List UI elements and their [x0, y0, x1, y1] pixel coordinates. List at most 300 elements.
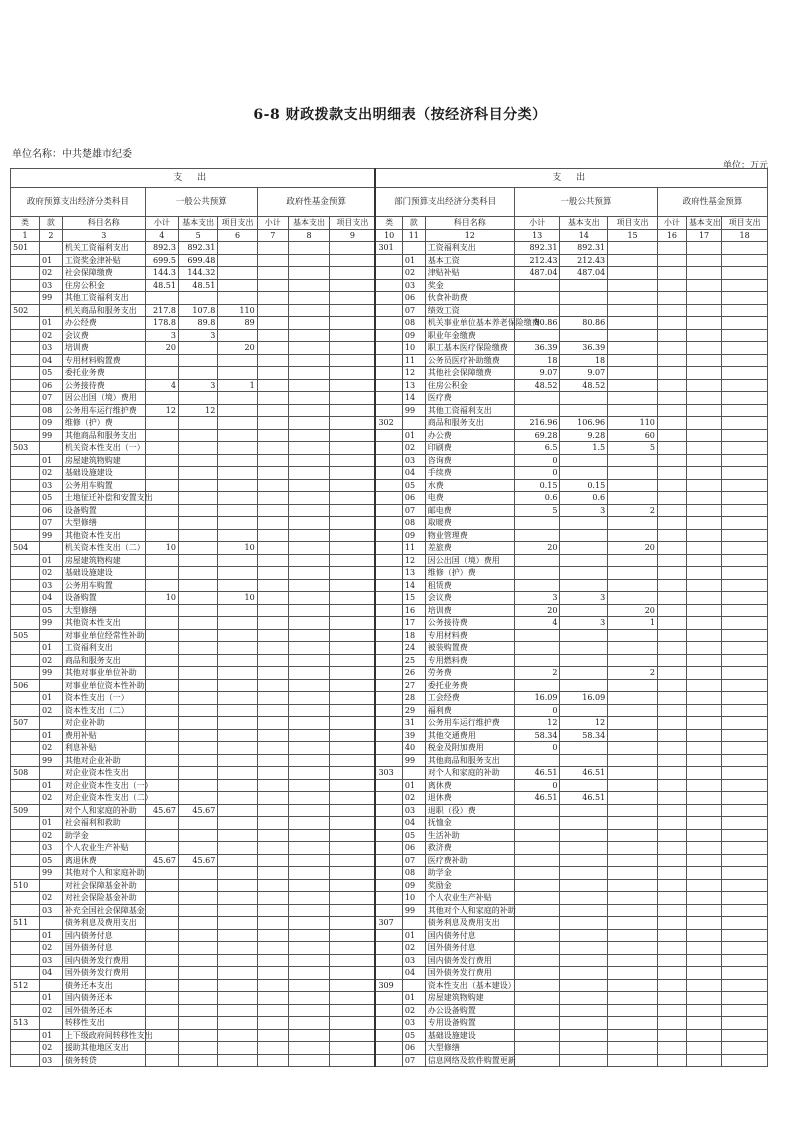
table-cell: 委托业务费 — [62, 367, 145, 380]
table-cell — [686, 492, 721, 505]
table-cell — [686, 454, 721, 467]
table-cell: 住房公积金 — [425, 379, 514, 392]
table-cell — [514, 979, 560, 992]
table-cell — [375, 729, 402, 742]
table-row — [11, 879, 768, 892]
table-cell — [375, 904, 402, 917]
table-cell — [375, 317, 402, 330]
table-cell — [514, 304, 560, 317]
table-cell — [560, 467, 608, 480]
table-row — [11, 617, 768, 630]
table-cell: 01 — [402, 779, 425, 792]
table-cell — [178, 992, 217, 1005]
table-cell — [560, 817, 608, 830]
table-row — [11, 692, 768, 705]
table-cell — [657, 667, 686, 680]
table-cell — [657, 454, 686, 467]
table-cell — [288, 1004, 329, 1017]
table-cell: 302 — [375, 417, 402, 430]
table-cell — [375, 1054, 402, 1067]
table-cell — [178, 354, 217, 367]
table-cell — [178, 967, 217, 980]
table-cell — [657, 904, 686, 917]
table-cell — [657, 592, 686, 605]
table-cell: 被装购置费 — [425, 642, 514, 655]
table-row — [11, 854, 768, 867]
table-cell — [330, 504, 376, 517]
table-cell — [218, 679, 257, 692]
table-cell — [722, 729, 768, 742]
table-cell — [375, 1042, 402, 1055]
table-cell — [722, 1054, 768, 1067]
table-cell — [178, 767, 217, 780]
table-cell — [178, 754, 217, 767]
table-cell: 对个人和家庭的补助 — [62, 804, 145, 817]
table-cell — [657, 854, 686, 867]
table-cell — [11, 492, 40, 505]
table-cell: 99 — [402, 904, 425, 917]
table-cell — [722, 554, 768, 567]
table-cell — [145, 529, 178, 542]
header-row-2 — [11, 188, 768, 217]
table-cell — [218, 767, 257, 780]
table-cell — [11, 1054, 40, 1067]
table-cell: 02 — [40, 567, 63, 580]
table-row — [11, 792, 768, 805]
table-cell — [608, 579, 658, 592]
table-cell — [11, 704, 40, 717]
table-cell — [218, 729, 257, 742]
table-cell — [145, 354, 178, 367]
table-cell — [608, 704, 658, 717]
table-cell — [288, 392, 329, 405]
table-cell: 4 — [514, 617, 560, 630]
table-cell — [608, 1054, 658, 1067]
table-cell — [608, 479, 658, 492]
table-cell — [657, 1054, 686, 1067]
table-cell — [560, 604, 608, 617]
table-cell: 18 — [402, 629, 425, 642]
table-cell — [330, 1042, 376, 1055]
table-cell — [178, 529, 217, 542]
table-cell: 13 — [402, 379, 425, 392]
table-cell: 02 — [40, 792, 63, 805]
table-cell — [402, 917, 425, 930]
right-class-header: 部门预算支出经济分类科目 — [375, 188, 514, 217]
table-cell: 02 — [40, 742, 63, 755]
table-cell — [218, 904, 257, 917]
table-row — [11, 642, 768, 655]
table-cell — [686, 429, 721, 442]
table-cell — [686, 742, 721, 755]
table-cell — [330, 1017, 376, 1030]
table-cell — [686, 442, 721, 455]
table-cell — [657, 929, 686, 942]
table-cell: 16.09 — [560, 692, 608, 705]
table-cell: 01 — [40, 454, 63, 467]
table-cell — [257, 654, 288, 667]
table-cell — [375, 817, 402, 830]
table-cell — [178, 367, 217, 380]
table-row — [11, 954, 768, 967]
table-cell: 45.67 — [178, 854, 217, 867]
table-cell — [257, 692, 288, 705]
table-cell: 0 — [514, 467, 560, 480]
table-cell — [145, 667, 178, 680]
table-cell — [288, 379, 329, 392]
table-cell — [686, 329, 721, 342]
table-cell — [608, 454, 658, 467]
table-cell: 08 — [402, 317, 425, 330]
table-cell: 307 — [375, 917, 402, 930]
table-cell: 其他对个人和家庭的补助 — [425, 904, 514, 917]
table-cell: 助学金 — [425, 867, 514, 880]
table-cell — [218, 367, 257, 380]
table-cell — [330, 829, 376, 842]
table-cell: 0.6 — [514, 492, 560, 505]
table-cell — [330, 792, 376, 805]
table-cell — [218, 1004, 257, 1017]
table-cell — [40, 767, 63, 780]
table-cell — [330, 467, 376, 480]
table-cell — [722, 692, 768, 705]
table-cell: 3 — [178, 329, 217, 342]
table-cell — [722, 917, 768, 930]
table-cell: 18 — [514, 354, 560, 367]
table-cell: 0 — [514, 704, 560, 717]
table-cell — [288, 942, 329, 955]
table-cell — [178, 829, 217, 842]
table-cell: 02 — [402, 1004, 425, 1017]
table-cell — [218, 529, 257, 542]
table-cell: 28 — [402, 692, 425, 705]
table-row — [11, 492, 768, 505]
table-cell — [686, 392, 721, 405]
table-cell — [288, 417, 329, 430]
table-cell — [657, 679, 686, 692]
table-cell: 80.86 — [560, 317, 608, 330]
table-cell — [218, 267, 257, 280]
table-cell — [560, 517, 608, 530]
table-cell — [608, 904, 658, 917]
table-cell — [608, 742, 658, 755]
table-cell: 伙食补助费 — [425, 292, 514, 305]
table-cell — [145, 942, 178, 955]
table-row — [11, 992, 768, 1005]
table-cell — [40, 679, 63, 692]
table-cell: 03 — [40, 279, 63, 292]
table-cell: 房屋建筑物购建 — [425, 992, 514, 1005]
table-cell — [330, 242, 376, 255]
table-cell — [257, 604, 288, 617]
table-cell — [257, 804, 288, 817]
table-cell — [257, 979, 288, 992]
table-cell — [608, 1029, 658, 1042]
table-cell: 大型修缮 — [425, 1042, 514, 1055]
table-cell — [330, 729, 376, 742]
table-cell: 生活补助 — [425, 829, 514, 842]
table-cell — [178, 654, 217, 667]
table-cell — [330, 879, 376, 892]
expense-header-left: 支 出 — [11, 169, 376, 188]
table-cell: 02 — [40, 267, 63, 280]
column-number: 14 — [560, 229, 608, 242]
table-cell — [288, 742, 329, 755]
table-cell — [514, 629, 560, 642]
table-cell — [686, 542, 721, 555]
table-cell — [608, 554, 658, 567]
table-cell — [657, 492, 686, 505]
table-cell — [330, 917, 376, 930]
table-cell — [686, 692, 721, 705]
table-cell — [375, 429, 402, 442]
table-cell — [686, 629, 721, 642]
table-cell — [330, 554, 376, 567]
table-row — [11, 517, 768, 530]
table-cell — [288, 854, 329, 867]
table-cell — [257, 392, 288, 405]
table-cell — [608, 567, 658, 580]
table-cell: 31 — [402, 717, 425, 730]
table-cell — [288, 604, 329, 617]
table-cell — [657, 654, 686, 667]
header-row-1 — [11, 169, 768, 188]
table-cell — [657, 779, 686, 792]
table-cell: 07 — [40, 392, 63, 405]
table-cell — [145, 479, 178, 492]
table-cell — [257, 292, 288, 305]
table-row — [11, 654, 768, 667]
table-cell — [657, 829, 686, 842]
table-cell — [330, 392, 376, 405]
table-cell — [722, 417, 768, 430]
column-number: 13 — [514, 229, 560, 242]
table-cell — [257, 854, 288, 867]
table-cell — [657, 704, 686, 717]
table-cell — [722, 804, 768, 817]
column-number: 8 — [288, 229, 329, 242]
table-cell: 公务接待费 — [62, 379, 145, 392]
table-cell — [375, 542, 402, 555]
table-cell — [288, 442, 329, 455]
table-cell: 01 — [40, 254, 63, 267]
table-cell — [608, 929, 658, 942]
table-cell — [178, 554, 217, 567]
table-cell — [257, 304, 288, 317]
table-cell — [330, 642, 376, 655]
table-cell — [288, 929, 329, 942]
table-row — [11, 929, 768, 942]
table-cell — [375, 442, 402, 455]
table-cell — [178, 1054, 217, 1067]
table-cell — [657, 254, 686, 267]
table-row — [11, 917, 768, 930]
table-cell — [257, 467, 288, 480]
table-cell: 60 — [608, 429, 658, 442]
table-cell — [375, 492, 402, 505]
table-cell — [375, 454, 402, 467]
table-cell: 45.67 — [145, 854, 178, 867]
table-cell — [657, 292, 686, 305]
table-cell — [11, 842, 40, 855]
table-cell — [178, 592, 217, 605]
table-cell — [11, 454, 40, 467]
table-cell: 01 — [40, 1029, 63, 1042]
table-cell — [218, 567, 257, 580]
table-row — [11, 504, 768, 517]
table-cell — [257, 479, 288, 492]
table-cell: 04 — [402, 467, 425, 480]
table-cell — [11, 829, 40, 842]
table-cell — [178, 629, 217, 642]
table-cell — [657, 954, 686, 967]
table-cell — [375, 792, 402, 805]
table-cell — [257, 617, 288, 630]
table-cell — [608, 292, 658, 305]
table-cell: 职业年金缴费 — [425, 329, 514, 342]
table-cell — [288, 679, 329, 692]
table-cell: 会议费 — [62, 329, 145, 342]
table-cell — [178, 467, 217, 480]
table-cell: 个人农业生产补贴 — [62, 842, 145, 855]
table-cell — [178, 929, 217, 942]
table-cell: 对企业补助 — [62, 717, 145, 730]
table-cell: 2 — [608, 667, 658, 680]
table-cell: 基础设施建设 — [62, 567, 145, 580]
table-cell — [11, 404, 40, 417]
table-cell — [288, 467, 329, 480]
table-cell: 资本性支出（基本建设） — [425, 979, 514, 992]
table-cell — [514, 854, 560, 867]
column-number: 12 — [425, 229, 514, 242]
table-cell — [257, 817, 288, 830]
table-cell — [288, 804, 329, 817]
table-cell — [218, 954, 257, 967]
table-row — [11, 892, 768, 905]
table-row — [11, 479, 768, 492]
table-cell — [722, 642, 768, 655]
table-cell — [722, 817, 768, 830]
table-cell — [288, 954, 329, 967]
table-cell — [560, 392, 608, 405]
table-cell — [375, 967, 402, 980]
table-cell: 对企业资本性支出 — [62, 767, 145, 780]
table-cell — [218, 942, 257, 955]
table-cell: 892.31 — [514, 242, 560, 255]
table-cell — [722, 279, 768, 292]
table-cell — [145, 554, 178, 567]
table-cell — [657, 892, 686, 905]
table-cell — [288, 317, 329, 330]
table-cell — [11, 354, 40, 367]
unit-label: 单位：万元 — [722, 161, 768, 171]
table-cell — [722, 892, 768, 905]
table-cell: 10 — [402, 342, 425, 355]
table-cell — [375, 617, 402, 630]
table-cell — [218, 792, 257, 805]
table-cell — [288, 779, 329, 792]
table-cell — [11, 579, 40, 592]
table-cell — [375, 254, 402, 267]
table-cell — [514, 329, 560, 342]
table-cell — [375, 842, 402, 855]
table-cell — [514, 554, 560, 567]
table-cell — [218, 979, 257, 992]
table-cell — [288, 592, 329, 605]
table-cell — [178, 892, 217, 905]
column-numbers-row — [11, 229, 768, 242]
table-cell: 国外债务发行费用 — [62, 967, 145, 980]
table-cell — [608, 854, 658, 867]
table-cell: 12 — [145, 404, 178, 417]
table-cell — [722, 629, 768, 642]
table-cell: 5 — [608, 442, 658, 455]
table-cell — [145, 367, 178, 380]
table-cell: 因公出国（境）费用 — [425, 554, 514, 567]
table-cell — [330, 404, 376, 417]
table-cell — [178, 979, 217, 992]
table-cell: 58.34 — [560, 729, 608, 742]
table-cell — [375, 879, 402, 892]
table-cell — [722, 717, 768, 730]
table-cell — [722, 829, 768, 842]
table-cell: 4 — [145, 379, 178, 392]
table-cell: 20 — [514, 604, 560, 617]
table-cell — [722, 942, 768, 955]
table-cell — [514, 392, 560, 405]
table-cell — [288, 904, 329, 917]
table-cell — [218, 967, 257, 980]
table-cell — [514, 567, 560, 580]
table-cell — [218, 692, 257, 705]
column-header: 小计 — [145, 217, 178, 230]
table-cell: 507 — [11, 717, 40, 730]
table-cell — [257, 642, 288, 655]
table-cell: 大型修缮 — [62, 517, 145, 530]
table-cell — [257, 754, 288, 767]
table-cell — [11, 1042, 40, 1055]
table-row — [11, 717, 768, 730]
column-number: 1 — [11, 229, 40, 242]
table-cell: 09 — [402, 529, 425, 542]
table-cell — [560, 1004, 608, 1017]
table-cell — [257, 679, 288, 692]
table-cell — [686, 879, 721, 892]
table-cell: 03 — [40, 1054, 63, 1067]
table-cell — [686, 617, 721, 630]
table-cell — [178, 604, 217, 617]
table-cell — [288, 504, 329, 517]
table-cell — [657, 392, 686, 405]
table-cell: 502 — [11, 304, 40, 317]
table-cell: 46.51 — [514, 792, 560, 805]
table-cell: 奖励金 — [425, 879, 514, 892]
table-cell: 其他资本性支出 — [62, 617, 145, 630]
table-cell — [257, 567, 288, 580]
table-cell — [40, 242, 63, 255]
table-cell — [686, 667, 721, 680]
table-cell — [178, 567, 217, 580]
table-cell — [608, 792, 658, 805]
table-cell — [686, 767, 721, 780]
table-cell — [330, 617, 376, 630]
table-cell — [657, 742, 686, 755]
table-cell — [218, 392, 257, 405]
table-cell — [330, 892, 376, 905]
table-cell — [330, 629, 376, 642]
column-header: 小计 — [514, 217, 560, 230]
table-cell: 工资福利支出 — [62, 642, 145, 655]
